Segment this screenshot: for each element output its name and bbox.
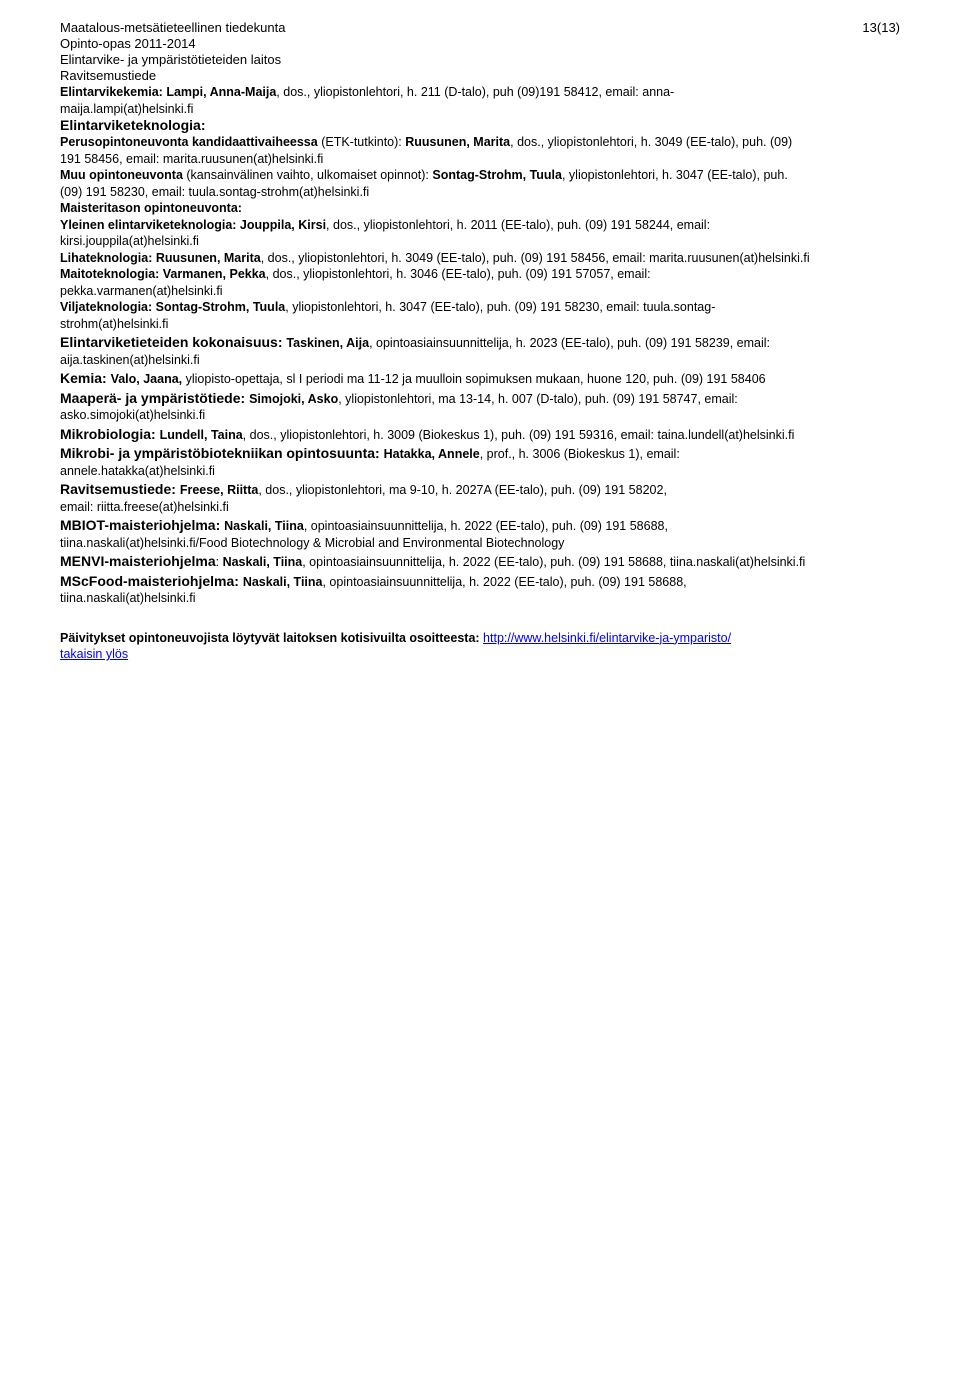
advisor-email: annele.hatakka(at)helsinki.fi [60,463,215,478]
entry-kemia [60,370,900,388]
section-heading-elintarviketeknologia: Elintarviketeknologia: [60,117,206,133]
department-name: Elintarvike- ja ympäristötieteiden laitos [60,52,282,67]
advisor-email: tiina.naskali(at)helsinki.fi/Food Biotechnology & Microbial and Environmental Biotechnology [60,535,565,550]
advisor-contact: 191 58456, email: marita.ruusunen(at)helsinki.fi [60,151,324,166]
advisor-email: aija.taskinen(at)helsinki.fi [60,352,200,367]
advisor-email: kirsi.jouppila(at)helsinki.fi [60,234,199,248]
entry-lihateknologia [60,250,900,267]
entry-heading: Maaperä- ja ympäristötiede: [60,389,250,406]
advisor-email: email: riitta.freese(at)helsinki.fi [60,499,229,514]
advisor-details: , dos., yliopistonlehtori, h. 3009 (Biokeskus 1), puh. (09) 191 59316, email: taina.lundell(at)helsinki.fi [242,427,795,442]
advisor-details: , dos., yliopistonlehtori, h. 3049 (EE-talo), puh. (09) 191 58456, email: marita.ruusunen(at)helsinki.fi [260,250,810,265]
back-to-top [60,646,900,663]
entry-elintarvikekemia [60,84,900,101]
advisor-name: Simojoki, Asko [249,391,339,406]
advisor-name: Naskali, Tiina [242,574,323,589]
entry-perusopintoneuvonta [60,134,900,151]
advisor-name: Naskali, Tiina [224,519,304,533]
faculty-name: Maatalous-metsätieteellinen tiedekunta [60,20,286,35]
entry-mbiot [60,517,900,535]
entry-mscfood [60,573,900,591]
advisor-email: pekka.varmanen(at)helsinki.fi [60,283,223,298]
entry-heading: MBIOT-maisteriohjelma: [60,517,225,533]
advisor-email: tiina.naskali(at)helsinki.fi [60,591,196,605]
department-website-link[interactable]: http://www.helsinki.fi/elintarvike-ja-ymparisto/ [483,630,732,645]
entry-heading: Viljateknologia: Sontag-Strohm, Tuula [60,300,286,314]
entry-heading: Mikrobi- ja ympäristöbiotekniikan opintosuunta: [60,445,384,461]
page-header [60,0,900,84]
entry-heading: Muu opintoneuvonta [60,168,183,182]
entry-maitoteknologia [60,266,900,283]
advisor-details: , opintoasiainsuunnittelija, h. 2022 (EE-talo), puh. (09) 191 58688, [303,519,668,533]
entry-heading: MENVI-maisteriohjelma [60,553,216,569]
spacer [60,607,900,630]
advisor-name: Ruusunen, Marita [405,135,511,149]
advisor-details: , prof., h. 3006 (Biokeskus 1), email: [479,447,680,461]
advisor-details: , yliopistonlehtori, ma 13-14, h. 007 (D-talo), puh. (09) 191 58747, email: [338,391,738,406]
entry-muu-opintoneuvonta [60,167,900,184]
entry-heading: MScFood-maisteriohjelma: [60,572,243,589]
entry-yleinen [60,217,900,234]
advisor-name: Lundell, Taina [159,427,243,442]
advisor-name: Lampi, Anna-Maija [166,85,277,99]
entry-heading: Perusopintoneuvonta kandidaattivaiheessa [60,135,318,149]
section-heading-maisteritaso: Maisteritason opintoneuvonta: [60,201,242,215]
update-text: Päivitykset opintoneuvojista löytyvät laitoksen kotisivuilta osoitteesta: [60,630,484,645]
entry-heading: Elintarviketieteiden kokonaisuus: [60,334,287,350]
advisor-details: , dos., yliopistonlehtori, h. 211 (D-talo), puh (09)191 58412, email: anna- [276,85,675,99]
advisor-details: , yliopistonlehtori, h. 3047 (EE-talo), puh. [561,168,788,182]
update-note [60,630,900,647]
advisor-list [60,84,900,663]
advisor-details: , dos., yliopistonlehtori, h. 3046 (EE-talo), puh. (09) 191 57057, email: [265,267,651,281]
entry-heading: Lihateknologia: Ruusunen, Marita [60,250,261,265]
advisor-name: Taskinen, Aija [286,336,370,350]
advisor-name: Sontag-Strohm, Tuula [432,168,562,182]
document-page [60,0,900,663]
advisor-name: Freese, Riitta [179,483,259,497]
entry-mikrobi-ymparisto [60,445,900,463]
advisor-contact: (09) 191 58230, email: tuula.sontag-strohm(at)helsinki.fi [60,184,370,199]
advisor-details: , dos., yliopistonlehtori, h. 2011 (EE-talo), puh. (09) 191 58244, email: [326,217,711,232]
entry-note: (kansainvälinen vaihto, ulkomaiset opinnot): [182,168,433,182]
back-to-top-link[interactable]: takaisin ylös [60,647,129,661]
advisor-email: maija.lampi(at)helsinki.fi [60,101,194,116]
entry-menvi [60,553,900,571]
advisor-details: , dos., yliopistonlehtori, h. 3049 (EE-talo), puh. (09) [510,135,793,149]
entry-heading: Elintarvikekemia: [60,85,163,99]
advisor-details: , opintoasiainsuunnittelija, h. 2022 (EE-talo), puh. (09) 191 58688, tiina.naskali(at)helsinki.fi [302,555,806,569]
entry-viljateknologia [60,299,900,316]
entry-mikrobiologia [60,426,900,444]
advisor-details: yliopisto-opettaja, sl I periodi ma 11-12 ja muulloin sopimuksen mukaan, huone 120, puh. (09) 191 58406 [182,372,766,386]
advisor-email: asko.simojoki(at)helsinki.fi [60,408,206,422]
advisor-name: Naskali, Tiina [222,555,303,569]
entry-heading: Kemia: [60,370,111,386]
advisor-name: Hatakka, Annele [383,447,480,461]
advisor-details: , yliopistonlehtori, h. 3047 (EE-talo), puh. (09) 191 58230, email: tuula.sontag- [285,300,716,314]
heading-colon: : [215,555,223,569]
entry-heading: Yleinen elintarviketeknologia: Jouppila, Kirsi [60,217,327,232]
entry-kokonaisuus [60,334,900,352]
advisor-name: Valo, Jaana, [110,372,183,386]
entry-note: (ETK-tutkinto): [317,135,406,149]
entry-heading: Maitoteknologia: Varmanen, Pekka [60,267,266,281]
advisor-details: , opintoasiainsuunnittelija, h. 2022 (EE-talo), puh. (09) 191 58688, [322,574,687,589]
entry-heading: Ravitsemustiede: [60,481,180,497]
entry-ravitsemustiede [60,481,900,499]
advisor-details: , opintoasiainsuunnittelija, h. 2023 (EE-talo), puh. (09) 191 58239, email: [369,336,771,350]
subject-name: Ravitsemustiede [60,68,157,83]
page-number: 13(13) [862,20,900,35]
entry-maapera [60,390,900,408]
study-guide-title: Opinto-opas 2011-2014 [60,36,196,51]
advisor-email: strohm(at)helsinki.fi [60,316,169,331]
entry-heading: Mikrobiologia: [60,425,160,442]
advisor-details: , dos., yliopistonlehtori, ma 9-10, h. 2027A (EE-talo), puh. (09) 191 58202, [258,483,667,497]
